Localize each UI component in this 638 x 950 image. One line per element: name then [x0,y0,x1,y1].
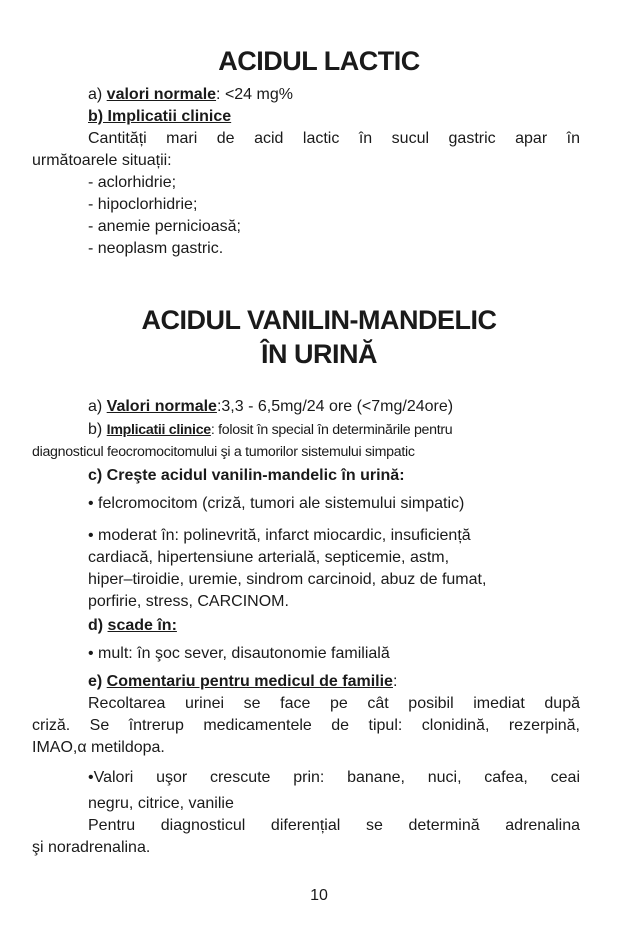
list-item: - hipoclorhidrie; [88,196,198,213]
bullet-item: •Valori uşor crescute prin: banane, nuci, cafea, ceai [88,769,580,786]
vma-content: a) Valori normale:3,3 - 6,5mg/24 ore (<7mg/24ore) b) Implicatii clinice: folosit în special în determinările pentru diagnosticul feocromocitomului şi a tumorilor sistemului simpatic c) Creşte acidul vanilin-mandelic în urină: • felcromocitom (criză, tumori ale sistemului simpatic) • moderat în: polinevrită, infarct miocardic, insuficiență cardiacă, hipertensiune arterială, septicemie, astm, hiper–tiroidie, uremie, sindrom carcinoid, abuz de fumat, porfirie, stress, CARCINOM. d) scade în: • mult: în şoc sever, disautonomie familială e) Comentariu pentru medicul de familie: Recoltarea urinei se face pe cât posibil imediat după criză. Se întrerup medicamentele de tipul: clonidină, rezerpină, IMAO,α metildopa. •Valori uşor crescute prin: banane, nuci, cafea, ceai negru, citrice, vanilie Pentru diagnosticul diferențial se determină adrenalina şi noradrenalina. [0,396,638,859]
section-lactic-acid [0,44,638,78]
bullet-item: • mult: în şoc sever, disautonomie familială [88,645,390,662]
normal-values-label: valori normale [106,86,217,103]
section-title-vma-line2: ÎN URINĂ [261,339,377,369]
bullet-item: • felcromocitom (criză, tumori ale sistemului simpatic) [88,495,465,512]
list-item: - aclorhidrie; [88,174,177,191]
list-item: - anemie pernicioasă; [88,218,241,235]
section-title-vma-line1: ACIDUL VANILIN-MANDELIC [141,305,497,335]
lactic-normal-values: a) valori normale: <24 mg% b) Implicatii clinice Cantități mari de acid lactic în sucul gastric apar în următoarele situații: - aclorhidrie; - hipoclorhidrie; - anemie pernicioasă; - neoplasm gastric. [0,84,638,260]
clinical-implications-label: Implicatii clinice [106,422,211,438]
family-doctor-comment-heading: Comentariu pentru medicul de familie [106,673,393,690]
bullet-item: • moderat în: polinevrită, infarct miocardic, insuficiență [88,527,471,544]
normal-values-label: Valori normale [106,398,217,415]
page-number: 10 [310,887,328,904]
section-vma [0,303,638,371]
increase-heading: c) Creşte acidul vanilin-mandelic în urină: [88,467,405,484]
decrease-heading: scade în: [107,617,177,634]
clinical-implications-label: b) Implicatii clinice [88,108,232,125]
list-item: - neoplasm gastric. [88,240,224,257]
section-title-lactic-acid: ACIDUL LACTIC [218,46,420,76]
